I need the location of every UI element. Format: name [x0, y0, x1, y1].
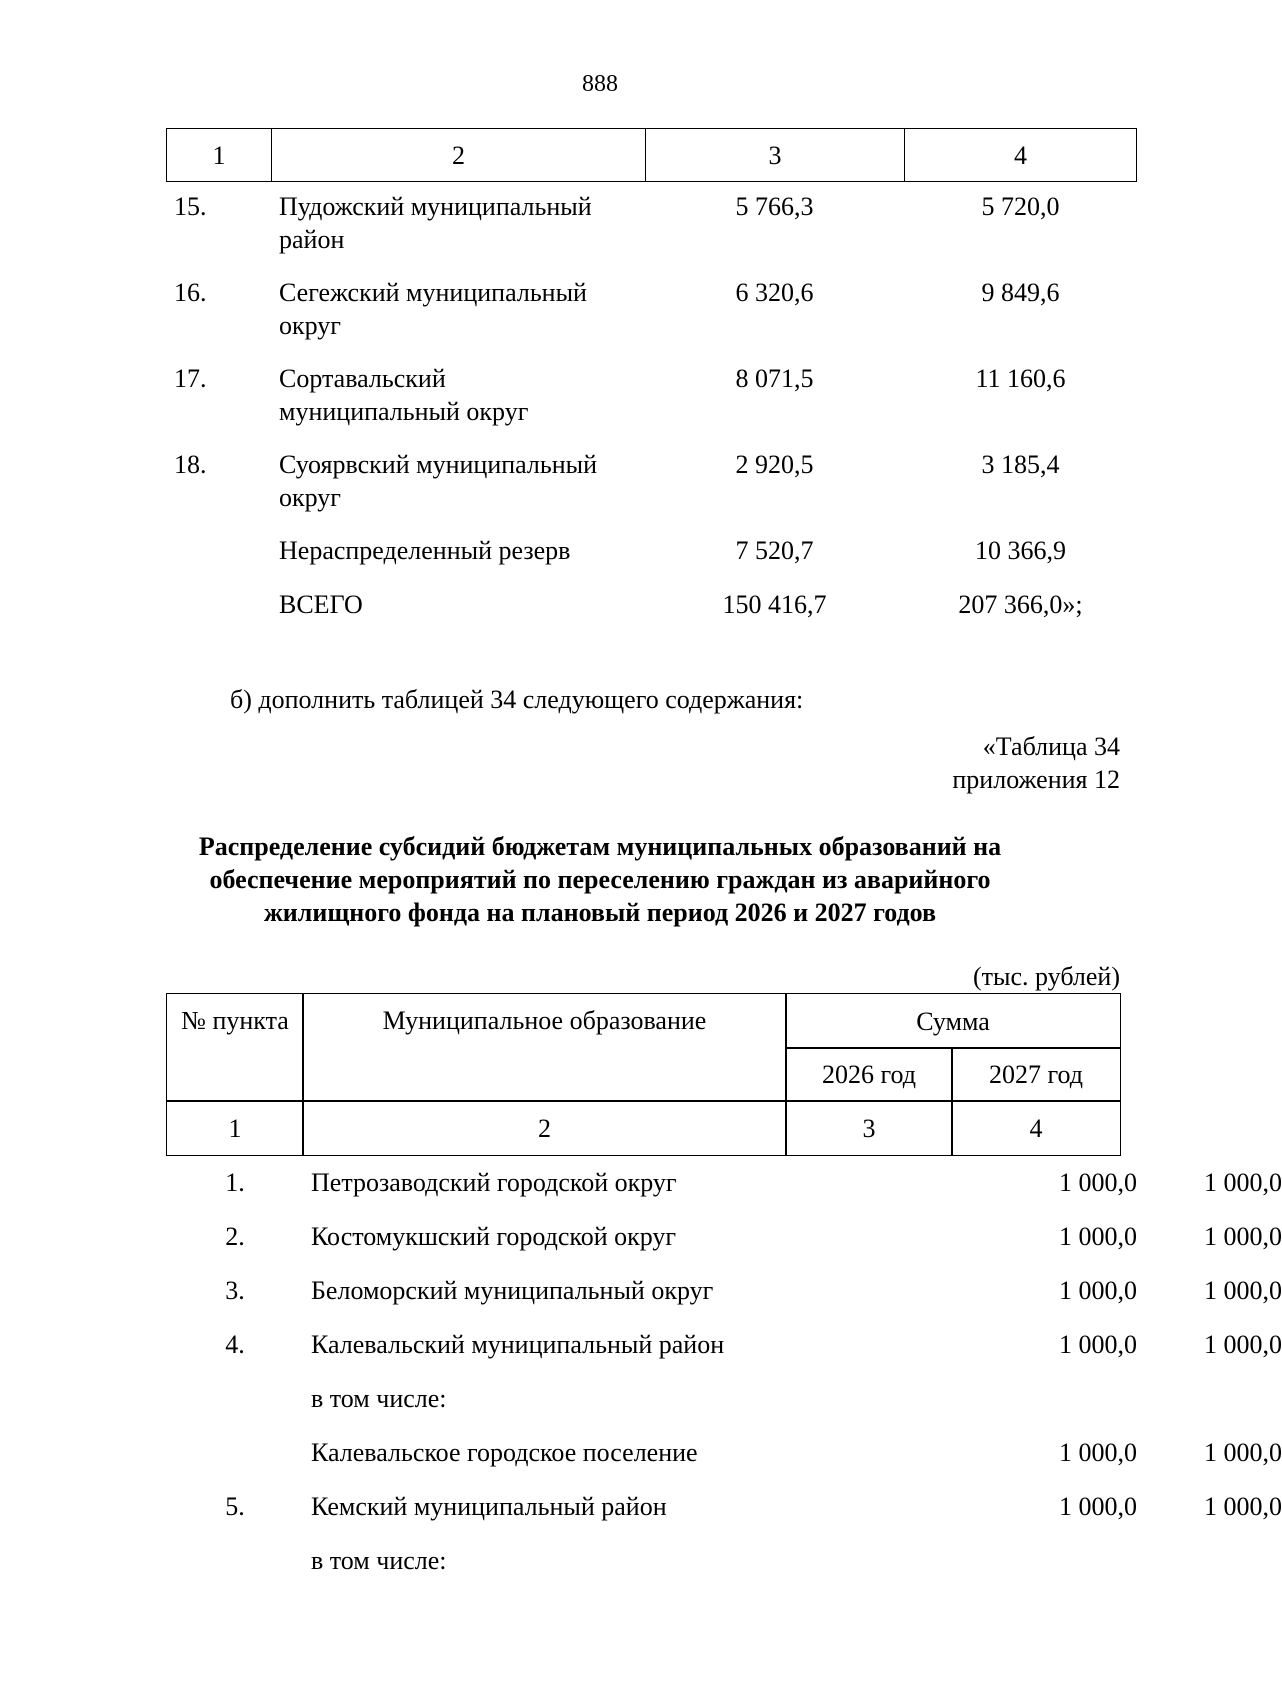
table-reference-line2: приложения 12: [952, 765, 1120, 794]
row-value-col3: 150 416,7: [722, 590, 827, 619]
row-number: 2.: [225, 1222, 245, 1251]
row-number: 5.: [225, 1492, 245, 1521]
row-value-2027: 1 000,0: [1204, 1168, 1282, 1197]
row-number: 16.: [174, 278, 207, 307]
row-value-2026: 1 000,0: [1059, 1168, 1137, 1197]
row-name-line: Нераспределенный резерв: [279, 536, 571, 565]
row-value-col3: 5 766,3: [735, 192, 814, 221]
units-label: (тыс. рублей): [972, 962, 1120, 991]
row-value-2027: 1 000,0: [1204, 1492, 1282, 1521]
table1-header-col-3: 3: [646, 129, 905, 181]
row-number: 4.: [225, 1330, 245, 1359]
row-name-line: Пудожский муниципальный: [279, 192, 592, 221]
row-name-line: округ: [279, 311, 341, 340]
table1-header-col-1: 1: [167, 129, 272, 181]
row-value-col4: 11 160,6: [975, 364, 1066, 393]
row-number: 18.: [174, 450, 207, 479]
title-line: обеспечение мероприятий по переселению граждан из аварийного: [209, 865, 991, 894]
table1-header-col-2: 2: [272, 129, 646, 181]
row-name: в том числе:: [311, 1546, 447, 1575]
row-value-2026: 1 000,0: [1059, 1330, 1137, 1359]
row-number: 17.: [174, 364, 207, 393]
table2-number-col-4: 4: [951, 1100, 1121, 1156]
table2-header: [166, 993, 1121, 1156]
row-value-2027: 1 000,0: [1204, 1330, 1282, 1359]
row-value-col3: 6 320,6: [735, 278, 814, 307]
row-value-2027: 1 000,0: [1204, 1276, 1282, 1305]
row-value-2026: 1 000,0: [1059, 1276, 1137, 1305]
row-value-col4: 10 366,9: [975, 536, 1066, 565]
row-name: [279, 534, 639, 567]
row-name: Костомукшский городской округ: [311, 1222, 677, 1251]
row-value-2026: 1 000,0: [1059, 1438, 1137, 1467]
row-number: 1.: [225, 1168, 245, 1197]
row-value-col3: 7 520,7: [735, 536, 814, 565]
row-name: Калевальский муниципальный район: [311, 1330, 725, 1359]
row-name: [279, 190, 639, 256]
row-number: 3.: [225, 1276, 245, 1305]
row-value-col3: 8 071,5: [735, 364, 814, 393]
table2-number-col-1: 1: [166, 1100, 304, 1156]
row-name: Петрозаводский городской округ: [311, 1168, 677, 1197]
row-name-line: Сортавальский: [279, 364, 446, 393]
table2-header-col-num: № пункта: [166, 993, 304, 1102]
page-number: 888: [582, 71, 618, 97]
title-line: Распределение субсидий бюджетам муниципальных образований на: [198, 832, 1002, 861]
table2-header-col-2027: 2027 год: [951, 1047, 1121, 1102]
row-name-line: Сегежский муниципальный: [279, 278, 587, 307]
row-value-col4: 207 366,0»;: [958, 590, 1083, 619]
table1-header-col-4: 4: [1014, 140, 1027, 170]
row-value-2026: 1 000,0: [1059, 1222, 1137, 1251]
row-name-line: округ: [279, 483, 341, 512]
row-name: [279, 362, 639, 428]
table2-header-col-name: Муниципальное образование: [302, 993, 787, 1102]
row-name-line: Суоярвский муниципальный: [279, 450, 598, 479]
row-name: [279, 448, 639, 514]
row-name: Калевальское городское поселение: [311, 1438, 698, 1467]
row-value-2027: 1 000,0: [1204, 1222, 1282, 1251]
table2-number-col-2: 2: [302, 1100, 787, 1156]
table2-number-col-3: 3: [785, 1100, 953, 1156]
row-name: [279, 588, 639, 621]
row-name: [279, 276, 639, 342]
row-number: 15.: [174, 192, 207, 221]
table1-header: [166, 128, 1137, 182]
row-name-line: ВСЕГО: [279, 590, 363, 619]
row-value-col3: 2 920,5: [735, 450, 814, 479]
row-value-col4: 5 720,0: [981, 192, 1060, 221]
row-name: в том числе:: [311, 1384, 447, 1413]
row-value-2026: 1 000,0: [1059, 1492, 1137, 1521]
table2-header-col-sum: Сумма: [785, 993, 1121, 1049]
table-reference-line1: «Таблица 34: [982, 732, 1120, 761]
row-value-2027: 1 000,0: [1204, 1438, 1282, 1467]
row-name-line: район: [279, 225, 345, 254]
amendment-paragraph: б) дополнить таблицей 34 следующего содержания:: [230, 685, 804, 714]
row-name: Беломорский муниципальный округ: [311, 1276, 714, 1305]
row-value-col4: 3 185,4: [981, 450, 1060, 479]
table2-header-col-2026: 2026 год: [785, 1047, 953, 1102]
title-line: жилищного фонда на плановый период 2026 и 2027 годов: [263, 898, 937, 927]
row-name: Кемский муниципальный район: [311, 1492, 667, 1521]
row-name-line: муниципальный округ: [279, 397, 529, 426]
row-value-col4: 9 849,6: [981, 278, 1060, 307]
table-title: [150, 830, 1050, 929]
